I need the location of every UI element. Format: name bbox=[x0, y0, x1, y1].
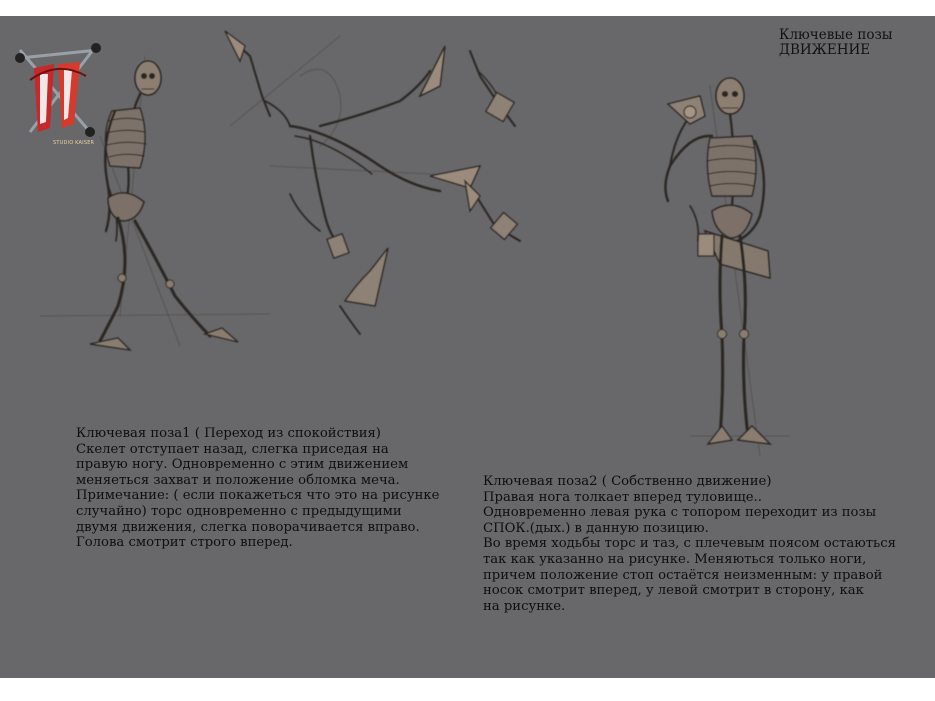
pose1-line: двумя движения, слегка поворачивается вправо. bbox=[76, 519, 420, 535]
pose2-line: СПОК.(дых.) в данную позицию. bbox=[483, 520, 709, 536]
arm-sword-studies bbox=[225, 31, 520, 334]
pose2-line: причем положение стоп остаётся неизменным: у правой bbox=[483, 567, 883, 583]
page-title bbox=[779, 28, 893, 58]
pose2-line: Правая нога толкает вперед туловище.. bbox=[483, 489, 762, 505]
pose1-line: меняеться захват и положение обломка меча. bbox=[76, 472, 400, 488]
logo-emblem-icon bbox=[10, 40, 106, 144]
skeleton-pose2-figure bbox=[665, 78, 790, 456]
pose2-line: Ключевая поза2 ( Собственно движение) bbox=[483, 474, 772, 489]
pose1-description bbox=[76, 426, 439, 551]
title-line-2: ДВИЖЕНИЕ bbox=[779, 42, 871, 58]
pose1-line: Скелет отступает назад, слегка приседая на bbox=[76, 441, 389, 457]
pose1-line: правую ногу. Одновременно с этим движением bbox=[76, 457, 409, 473]
pose2-line: носок смотрит вперед, у левой смотрит в сторону, как bbox=[483, 583, 864, 599]
pose1-line: Голова смотрит строго вперед. bbox=[76, 535, 293, 551]
title-line-1: Ключевые позы bbox=[779, 27, 893, 43]
pose2-description bbox=[483, 474, 896, 614]
pose1-line: Ключевая поза1 ( Переход из спокойствия) bbox=[76, 426, 381, 441]
pose2-line: Во время ходьбы торс и таз, с плечевым поясом остаються bbox=[483, 536, 896, 552]
sketch-sheet bbox=[0, 16, 935, 678]
logo-subtitle: STUDIO KAISER bbox=[53, 140, 95, 146]
studio-logo bbox=[10, 40, 106, 144]
pose2-line: так как указанно на рисунке. Меняються только ноги, bbox=[483, 551, 867, 567]
pose1-line: Примечание: ( если покажеться что это на рисунке bbox=[76, 488, 440, 504]
pose2-line: Одновременно левая рука с топором переходит из позы bbox=[483, 505, 877, 521]
pose1-line: случайно) торс одновременно с предыдущими bbox=[76, 503, 402, 519]
pose2-line: на рисунке. bbox=[483, 598, 566, 614]
